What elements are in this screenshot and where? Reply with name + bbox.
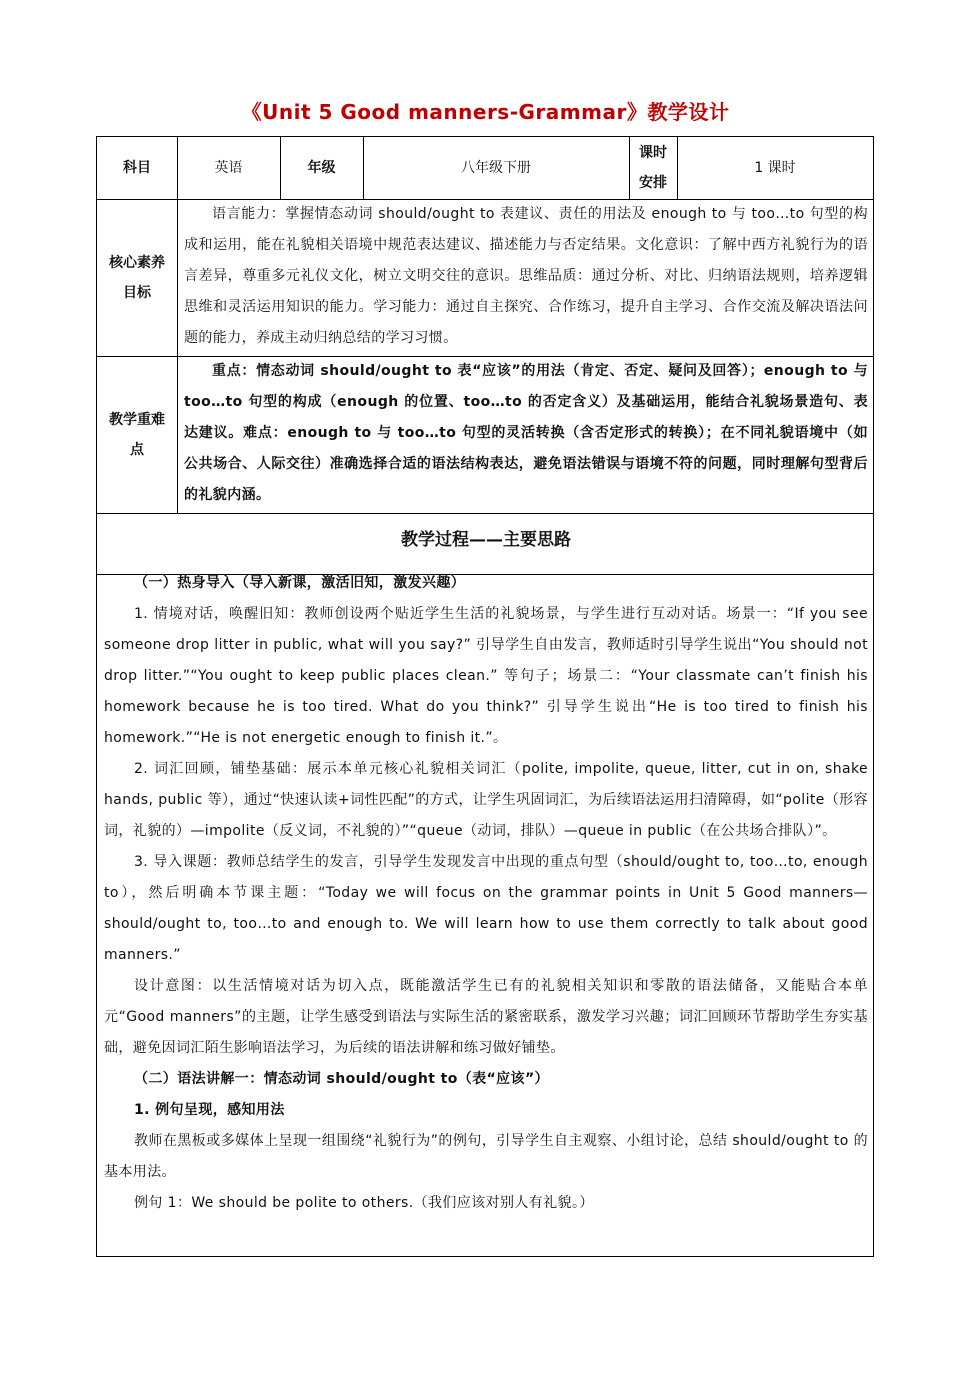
focus-text: 重点：情态动词 should/ought to 表“应该”的用法（肯定、否定、疑问及回答）；enough to 与 too…to 句型的构成（enough 的位置、too…to 的否定含义）及基础运用，能结合礼貌场景造句、表达建议。难点：enough to 与 too…to 句型的灵活转换（含否定形式的转换）；在不同礼貌语境中（如公共场合、人际交往）准确选择合适的语法结构表达，避免语法错误与语境不符的问题，同时理解句型背后的礼貌内涵。 <box>184 363 868 503</box>
document-title: 《Unit 5 Good manners-Grammar》教学设计 <box>241 100 730 124</box>
core-goals-text: 语言能力：掌握情态动词 should/ought to 表建议、责任的用法及 enough to 与 too…to 句型的构成和运用，能在礼貌相关语境中规范表达建议、描述能力与否定结果。文化意识：了解中西方礼貌行为的语言差异，尊重多元礼仪文化，树立文明交往的意识。思维品质：通过分析、对比、归纳语法规则，培养逻辑思维和灵活运用知识的能力。学习能力：通过自主探究、合作练习，提升自主学习、合作交流及解决语法问题的能力，养成主动归纳总结的学习习惯。 <box>184 206 868 346</box>
warmup-step-3: 3. 导入课题：教师总结学生的发言，引导学生发现发言中出现的重点句型（should/ought to, too…to, enough to），然后明确本节课主题：“Today we will focus on the grammar points in Unit 5 Good manners—should/ought to, too…to and enough to. We will learn how to use them correctly to talk about good manners.” <box>104 854 868 963</box>
focus-label <box>97 356 177 513</box>
grade-value: 八年级下册 <box>461 160 531 176</box>
grade-label: 年级 <box>307 160 336 176</box>
subject-label: 科目 <box>123 160 151 176</box>
warmup-step-2: 2. 词汇回顾，铺垫基础：展示本单元核心礼貌相关词汇（polite, impolite, queue, litter, cut in on, shake hands, public 等），通过“快速认读+词性匹配”的方式，让学生巩固词汇，为后续语法运用扫清障碍，如“polite（形容词，礼貌的）—impolite（反义词，不礼貌的）”“queue（动词，排队）—queue in public（在公共场合排队）”。 <box>104 761 868 839</box>
example-sentence-1: 例句 1：We should be polite to others.（我们应该对别人有礼貌。） <box>134 1195 594 1211</box>
process-heading: 教学过程——主要思路 <box>401 530 571 550</box>
focus-label-line2: 点 <box>130 441 144 458</box>
core-label <box>97 199 177 356</box>
core-label-line2: 目标 <box>123 284 151 301</box>
core-label-line1: 核心素养 <box>109 254 165 271</box>
design-intent: 设计意图：以生活情境对话为切入点，既能激活学生已有的礼貌相关知识和零散的语法储备，又能贴合本单元“Good manners”的主题，让学生感受到语法与实际生活的紧密联系，激发学习兴趣；词汇回顾环节帮助学生夯实基础，避免因词汇陌生影响语法学习，为后续的语法讲解和练习做好铺垫。 <box>104 978 868 1056</box>
hours-value: 1 课时 <box>754 160 796 176</box>
grammar-subheading: 1. 例句呈现，感知用法 <box>134 1102 285 1118</box>
row-divider <box>97 513 873 514</box>
grammar-intro: 教师在黑板或多媒体上呈现一组围绕“礼貌行为”的例句，引导学生自主观察、小组讨论，总结 should/ought to 的基本用法。 <box>104 1133 868 1180</box>
warmup-heading: （一）热身导入（导入新课，激活旧知，激发兴趣） <box>134 575 466 591</box>
grammar-heading: （二）语法讲解一：情态动词 should/ought to（表“应该”） <box>134 1071 549 1087</box>
warmup-step-1: 1. 情境对话，唤醒旧知：教师创设两个贴近学生生活的礼貌场景，与学生进行互动对话。场景一：“If you see someone drop litter in public, what will you say?” 引导学生自由发言，教师适时引导学生说出“You should not drop litter.”“You ought to keep public places clean.” 等句子；场景二：“Your classmate can’t finish his homework because he is too tired. What do you think?” 引导学生说出“He is too tired to finish his homework.”“He is not energetic enough to finish it.”。 <box>104 606 868 746</box>
hours-label-line2: 安排 <box>639 175 667 191</box>
process-body <box>104 568 868 1219</box>
hours-label <box>629 137 677 199</box>
subject-value: 英语 <box>214 160 243 176</box>
hours-label-line1: 课时 <box>639 145 667 161</box>
focus-label-line1: 教学重难 <box>109 411 165 428</box>
